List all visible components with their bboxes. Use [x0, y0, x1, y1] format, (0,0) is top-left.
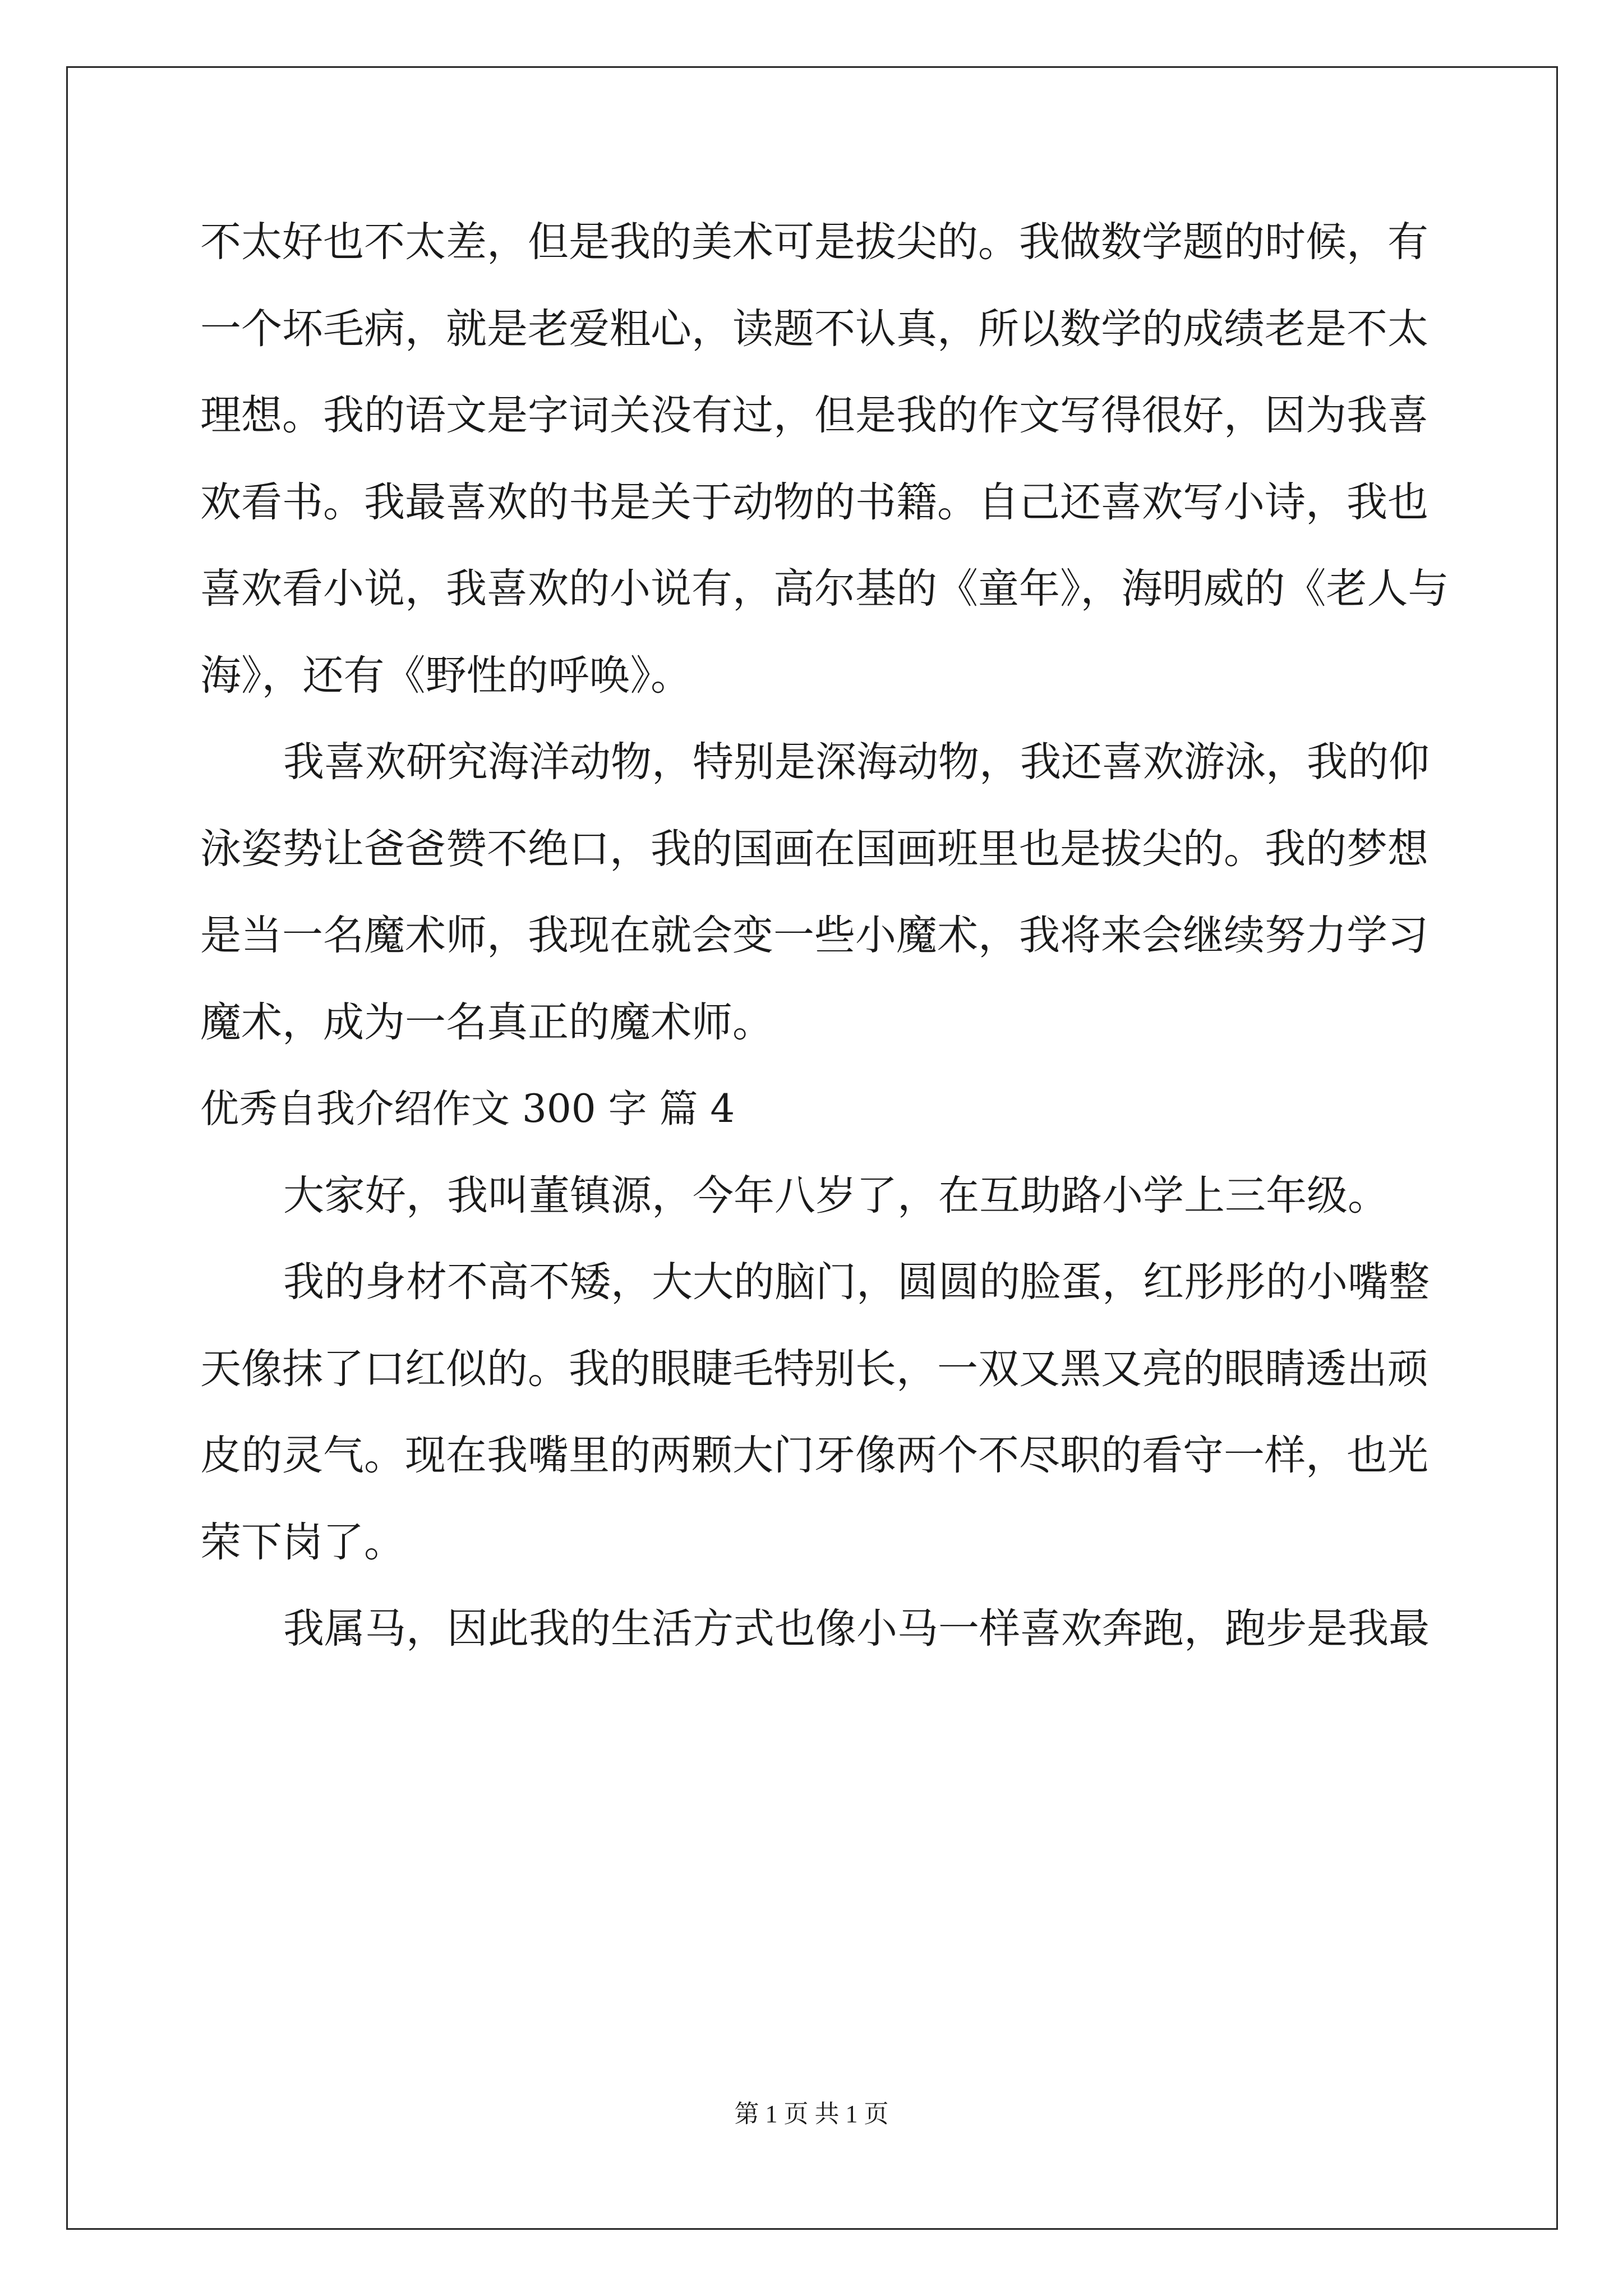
text-line: 荣下岗了。: [200, 1518, 405, 1566]
text-line: 是当一名魔术师，我现在就会变一些小魔术，我将来会继续努力学习: [200, 912, 1428, 959]
text-line: 理想。我的语文是字词关没有过，但是我的作文写得很好，因为我喜: [200, 392, 1428, 439]
text-line: 天像抹了口红似的。我的眼睫毛特别长，一双又黑又亮的眼睛透出顽: [200, 1345, 1428, 1393]
document-body: [200, 199, 1449, 1673]
text-line: 喜欢看小说，我喜欢的小说有，高尔基的《童年》，海明威的《老人与: [200, 565, 1449, 613]
section-heading: 优秀自我介绍作文 300 字 篇 4: [200, 1087, 735, 1131]
text-line: 魔术，成为一名真正的魔术师。: [200, 998, 773, 1046]
text-line: 欢看书。我最喜欢的书是关于动物的书籍。自己还喜欢写小诗，我也: [200, 478, 1428, 526]
text-line: 海》，还有《野性的呼唤》。: [200, 651, 691, 700]
text-line: 泳姿势让爸爸赞不绝口，我的国画在国画班里也是拔尖的。我的梦想: [200, 825, 1428, 873]
text-line: 一个坏毛病，就是老爱粗心，读题不认真，所以数学的成绩老是不太: [200, 305, 1428, 353]
paragraph-start: 我喜欢研究海洋动物，特别是深海动物，我还喜欢游泳，我的仰: [283, 738, 1430, 786]
paragraph-start: 我属马，因此我的生活方式也像小马一样喜欢奔跑，跑步是我最: [283, 1605, 1430, 1653]
text-line: 不太好也不太差，但是我的美术可是拔尖的。我做数学题的时候，有: [200, 218, 1428, 266]
text-line: 皮的灵气。现在我嘴里的两颗大门牙像两个不尽职的看守一样，也光: [200, 1432, 1428, 1479]
paragraph-start: 我的身材不高不矮，大大的脑门，圆圆的脸蛋，红彤彤的小嘴整: [283, 1258, 1430, 1306]
page-footer: 第 1 页 共 1 页: [734, 2100, 889, 2128]
paragraph-start: 大家好，我叫董镇源，今年八岁了，在互助路小学上三年级。: [283, 1171, 1389, 1220]
